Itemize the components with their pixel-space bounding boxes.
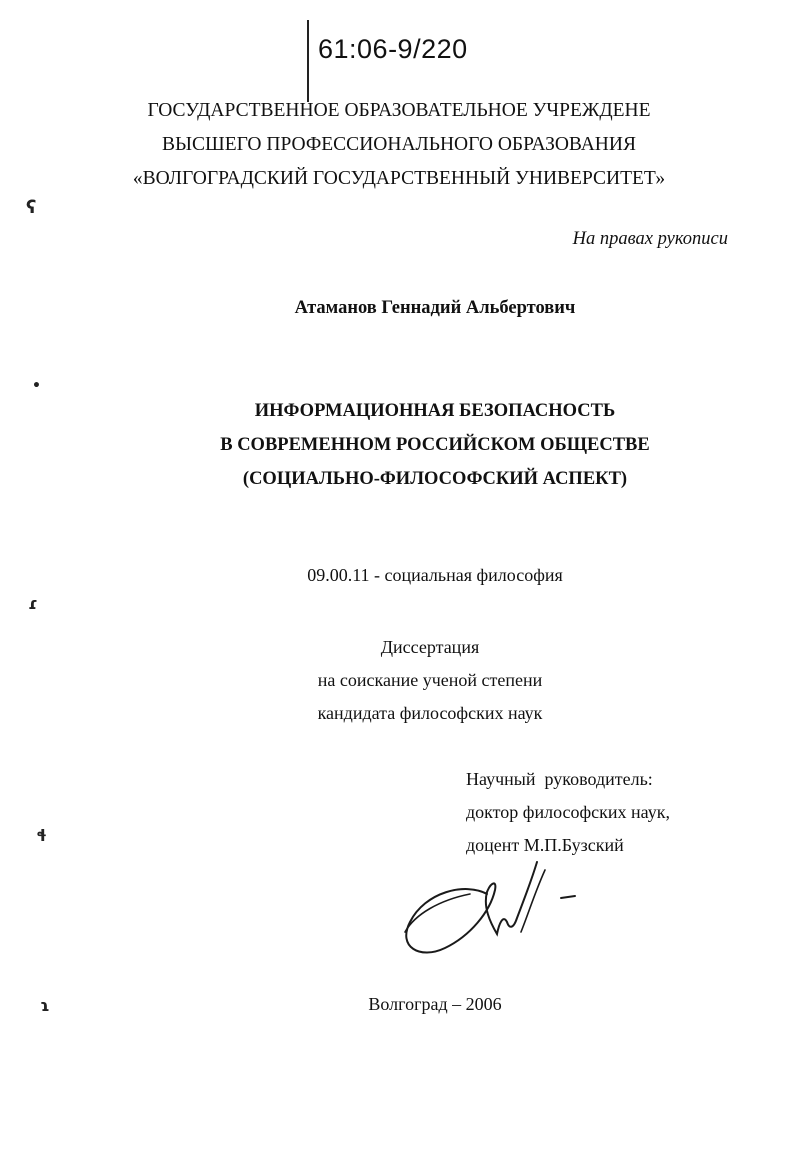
supervisor-line-2: доктор философских наук, bbox=[466, 802, 670, 822]
institution-line-2: ВЫСШЕГО ПРОФЕССИОНАЛЬНОГО ОБРАЗОВАНИЯ bbox=[162, 134, 636, 155]
registry-code: 61:06-9/220 bbox=[318, 34, 468, 64]
dissertation-line-1: Диссертация bbox=[380, 637, 480, 657]
supervisor-line-3: доцент М.П.Бузский bbox=[466, 835, 624, 855]
title-line-3: (СОЦИАЛЬНО-ФИЛОСОФСКИЙ АСПЕКТ) bbox=[242, 469, 628, 489]
scan-mark-4: ɬ bbox=[36, 826, 48, 845]
scan-mark-2: • bbox=[32, 378, 41, 394]
city-year: Волгоград – 2006 bbox=[368, 994, 502, 1014]
author-name: Атаманов Геннадий Альбертович bbox=[294, 298, 576, 318]
specialty: 09.00.11 - социальная философия bbox=[307, 565, 563, 585]
manuscript-note: На правах рукописи bbox=[572, 229, 728, 249]
supervisor-signature bbox=[395, 852, 585, 972]
dissertation-line-2: на соискание ученой степени bbox=[317, 670, 543, 690]
registry-stamp-bar bbox=[307, 20, 309, 102]
scan-mark-3: ɾ bbox=[28, 594, 38, 613]
scan-mark-1: ʕ bbox=[26, 197, 37, 218]
institution-line-3: «ВОЛГОГРАДСКИЙ ГОСУДАРСТВЕННЫЙ УНИВЕРСИТЕТ» bbox=[132, 168, 666, 189]
scan-mark-5: ɿ bbox=[40, 996, 50, 1015]
title-line-2: В СОВРЕМЕННОМ РОССИЙСКОМ ОБЩЕСТВЕ bbox=[220, 435, 650, 455]
supervisor-line-1: Научный руководитель: bbox=[466, 769, 653, 789]
dissertation-title bbox=[36, 394, 798, 496]
dissertation-line-3: кандидата философских наук bbox=[317, 703, 543, 723]
title-line-1: ИНФОРМАЦИОННАЯ БЕЗОПАСНОСТЬ bbox=[254, 401, 616, 421]
dissertation-block bbox=[0, 631, 798, 730]
institution-header bbox=[36, 94, 798, 196]
supervisor-block bbox=[466, 763, 670, 862]
institution-line-1: ГОСУДАРСТВЕННОЕ ОБРАЗОВАТЕЛЬНОЕ УЧРЕЖДЕНЕ bbox=[147, 100, 651, 121]
